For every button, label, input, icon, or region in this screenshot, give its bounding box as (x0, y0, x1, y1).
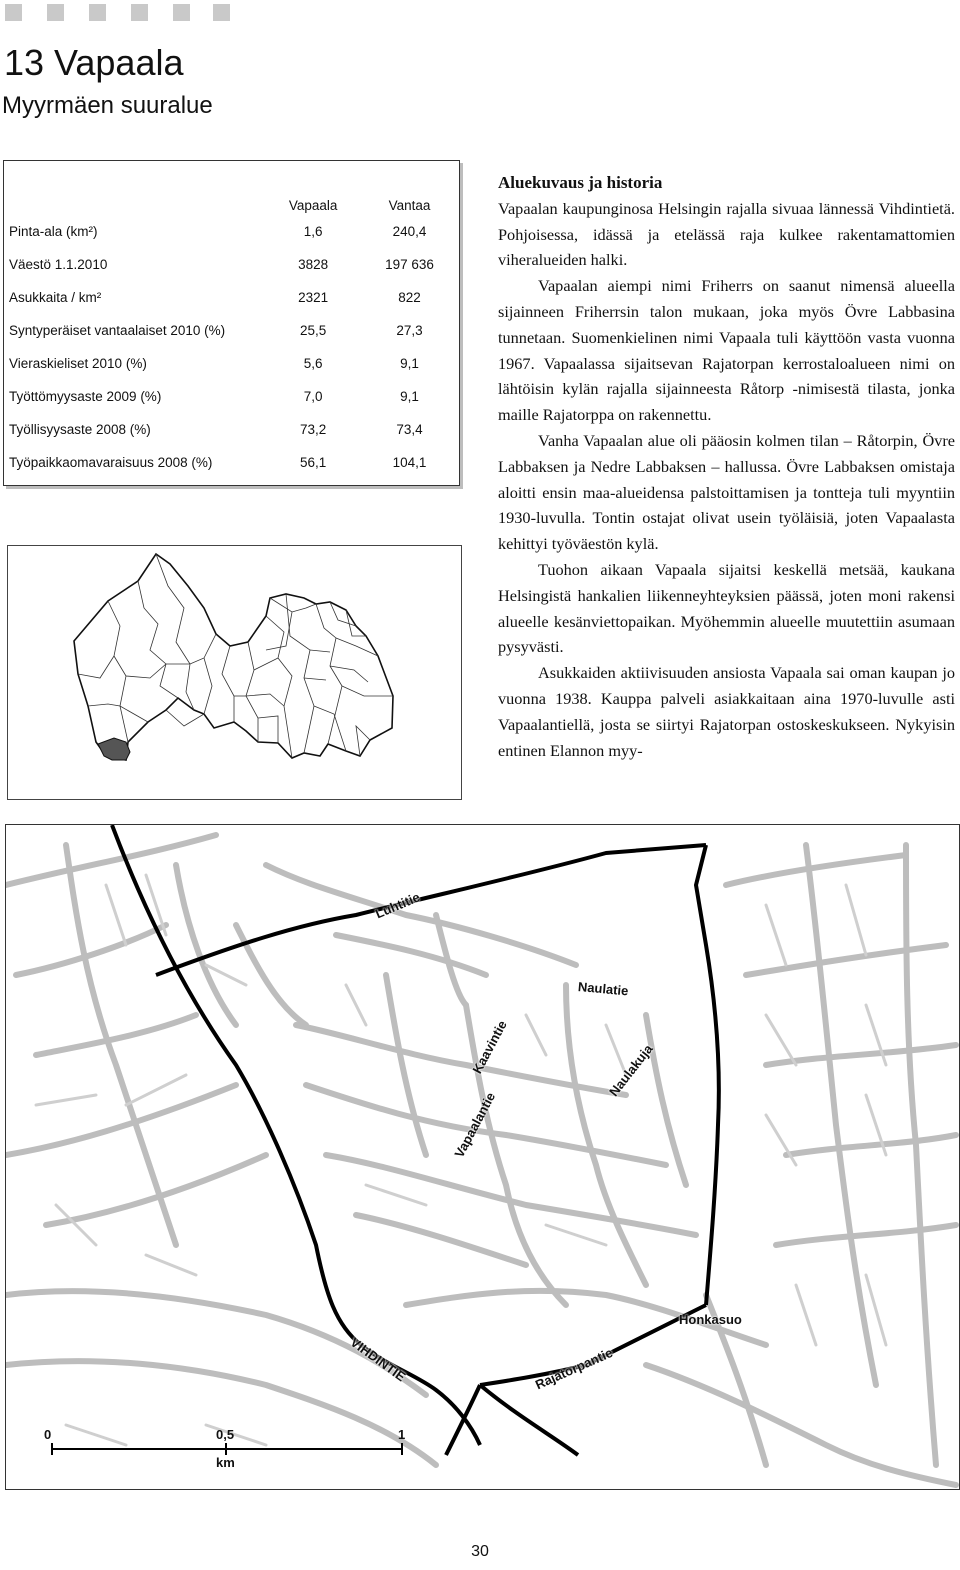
table-header-row (4, 195, 459, 215)
street-label: Naulatie (577, 979, 630, 999)
scale-tick-label: 0,5 (216, 1427, 235, 1442)
decor-square (173, 4, 190, 21)
street-label: Kaavintie (469, 1017, 510, 1077)
vapaala-value: 5,6 (303, 356, 323, 371)
row-label: Syntyperäiset vantaalaiset 2010 (%) (9, 323, 226, 338)
vapaala-value: 25,5 (299, 323, 327, 338)
vantaa-value: 9,1 (400, 356, 419, 371)
street-map (5, 824, 960, 1490)
row-label: Työllisyysaste 2008 (%) (9, 422, 151, 437)
page-number: 30 (471, 1543, 489, 1560)
table-row (4, 215, 459, 248)
scale-bar (52, 1443, 402, 1455)
decor-square (47, 4, 64, 21)
vapaala-value: 2321 (298, 290, 329, 305)
row-label: Työpaikkaomavaraisuus 2008 (%) (9, 455, 213, 470)
street-map-svg (6, 825, 959, 1489)
street-label: Vapaalantie (451, 1089, 499, 1161)
vapaala-value: 7,0 (303, 389, 323, 404)
street-label: Luhtitie (373, 889, 423, 922)
article-paragraph: Tuohon aikaan Vapaala sijaitsi keskellä metsää, kaukana Helsingistä hankalien liikenneyhteyksien päässä, joten moni rakensi alueelle kesänviettopaikan. Myöhemmin alueelle muutettiin asumaan pysyvästi. (498, 559, 955, 657)
table-row (4, 413, 459, 446)
decor-square (213, 4, 230, 21)
vantaa-value: 104,1 (392, 455, 427, 470)
vantaa-value: 240,4 (392, 224, 427, 239)
vapaala-value: 3828 (298, 257, 329, 272)
decor-square (5, 4, 22, 21)
table-row (4, 248, 459, 281)
table-row (4, 281, 459, 314)
table-row (4, 446, 459, 479)
street-label: Honkasuo (679, 1312, 742, 1327)
decor-square (89, 4, 106, 21)
street-label: VIHDINTIE (347, 1334, 409, 1385)
row-label: Työttömyysaste 2009 (%) (9, 389, 162, 404)
article (498, 170, 955, 763)
stats-table-box (3, 160, 460, 486)
vantaa-value: 197 636 (385, 257, 434, 272)
street-label: Rajatorpantie (532, 1344, 615, 1393)
vantaa-value: 822 (398, 290, 421, 305)
vapaala-value: 73,2 (299, 422, 327, 437)
article-paragraph: Vanha Vapaalan alue oli pääosin kolmen tilan – Råtorpin, Övre Labbaksen ja Nedre Labbaksen – hallussa. Övre Labbaksen omistaja aloitti ensin maa-alueidensa palstoittamisen ja tontteja tuli myyntiin 1930-luvulla. Tontin ostajat olivat usein työläisiä, joten Vapaalasta kehittyi työväestön kylä. (498, 430, 955, 554)
district-locator-map (7, 545, 462, 800)
page-title: 13 Vapaala (4, 42, 184, 83)
article-paragraph: Vapaalan kaupunginosa Helsingin rajalla sivuaa lännessä Vihdintietä. Pohjoisessa, idässä ja etelässä raja kulkee rakentamattomien viheralueiden halki. (498, 198, 955, 270)
vantaa-outline (74, 554, 393, 760)
road-network-thin (36, 875, 886, 1445)
row-label: Väestö 1.1.2010 (9, 257, 108, 272)
page-subtitle: Myyrmäen suuralue (2, 92, 213, 119)
vantaa-value: 27,3 (396, 323, 423, 338)
table-row (4, 314, 459, 347)
stats-table (4, 195, 459, 479)
article-paragraph: Asukkaiden aktiivisuuden ansiosta Vapaala sai oman kaupan jo vuonna 1938. Kauppa palveli asiakkaitaan aina 1970-luvulle asti Vapaalantiellä, josta se siirtyi Rajatorpan ostoskeskukseen. Nykyisin entinen Elannon myy- (498, 663, 955, 760)
scale-tick-label: 1 (398, 1427, 406, 1442)
vapaala-value: 56,1 (299, 455, 327, 470)
table-row (4, 380, 459, 413)
scale-tick-label: 0 (44, 1427, 52, 1442)
vantaa-value: 73,4 (396, 422, 423, 437)
article-paragraph: Vapaalan aiempi nimi Friherrs on saanut nimensä alueella sijainneen Friherrsin talon mukaan, joka myös Övre Labbasina tunnetaan. Suomenkielinen nimi Vapaala tuli käyttöön vasta vuonna 1967. Vapaalassa sijaitsevan Rajatorpan kerrostaloalueen nimi on lähtöisin kylän rajalla sijainneesta Råtorp -nimisestä tilasta, jonka maille Rajatorppa on rakennettu. (498, 276, 955, 425)
vapaala-value: 1,6 (303, 224, 323, 239)
vantaa-value: 9,1 (400, 389, 419, 404)
scale-unit-label: km (216, 1455, 235, 1470)
vantaa-outline-svg (8, 546, 461, 799)
row-label: Pinta-ala (km²) (9, 224, 98, 239)
street-label: Naulakuja (606, 1041, 656, 1100)
decor-square (131, 4, 148, 21)
row-label: Asukkaita / km² (9, 290, 102, 305)
table-row (4, 347, 459, 380)
column-header: Vantaa (388, 197, 431, 213)
row-label: Vieraskieliset 2010 (%) (9, 356, 147, 371)
article-heading: Aluekuvaus ja historia (498, 173, 663, 192)
column-header: Vapaala (288, 197, 338, 213)
